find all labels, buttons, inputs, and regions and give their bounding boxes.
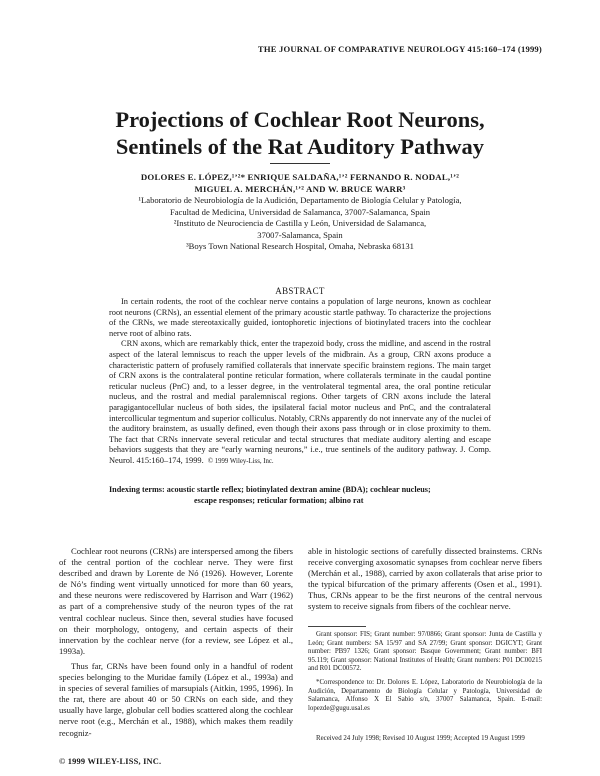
affiliation-line: ²Instituto de Neurociencia de Castilla y León, Universidad de Salamanca, bbox=[173, 218, 427, 228]
affiliation-line: Facultad de Medicina, Universidad de Salamanca, 37007-Salamanca, Spain bbox=[169, 206, 431, 217]
correspondence-footnote: *Correspondence to: Dr. Dolores E. López, Laboratorio de Neurobiología de la Audición, Departamento de Biología Celular y Patología, Universidad de Salamanca, Alfonso X El Sabio s/n, 37007 Salamanca, Spain. E-mail: lopezde@gugu.usal.es bbox=[308, 678, 542, 712]
abstract-paragraph-2-text: CRN axons, which are remarkably thick, enter the trapezoid body, cross the midline, and ascend in the rostral aspect of the lateral lemniscus to reach the upper levels of the midbrain. As a group, CRN axons produce a characteristic pattern of profusely ramified collaterals that innervate specific brainstem regions. The main target of CRN axons is the contralateral pontine reticular formation, where collaterals terminate in the caudal pontine reticular nucleus (PnC) and, to a lesser degree, in the ventrolateral tegmental area, the oral pontine reticular nucleus, and the rostral and medial paralemniscal regions. Other targets of CRN axons include the lateral paragigantocellular nucleus of both sides, the ipsilateral facial motor nucleus and PnC, and the contralateral intercollicular tegmentum and superior colliculus. Notably, CRNs apparently do not innervate any of the nuclei of the auditory brainstem, as usually defined, even though their axons pass through or in close proximity to them. The fact that CRNs innervate several reticular and tectal structures that mediate auditory alerting and escape behaviors suggests that they are “early warning neurons,” i.e., true sentinels of the auditory pathway. J. Comp. Neurol. 415:160–174, 1999. bbox=[109, 339, 491, 465]
body-paragraph: able in histologic sections of carefully dissected brainstems. CRNs receive converging axosomatic synapses from cochlear nerve fibers (Merchán et al., 1988), carried by axon collaterals that arise prior to the typical bifurcation of the primary afferents (Osen et al., 1991). Thus, CRNs appear to be the first neurons of the central nervous system to receive signals from fibers of the cochlear nerve. bbox=[308, 546, 542, 612]
abstract-paragraph-2 bbox=[109, 339, 491, 467]
journal-header: THE JOURNAL OF COMPARATIVE NEUROLOGY 415:160–174 (1999) bbox=[257, 44, 542, 54]
abstract-body bbox=[109, 297, 491, 468]
body-paragraph: Thus far, CRNs have been found only in a handful of rodent species belonging to the Muridae family (López et al., 1993a) and in species of several families of marsupials (Aitkin, 1995, 1996). In the rat, there are about 40 or 50 CRNs on each side, and they usually have large, globular cell bodies scattered along the cochlear nerve root (e.g., Merchán et al., 1988), which makes them readily recogniz- bbox=[59, 660, 293, 738]
footnote-divider bbox=[308, 626, 366, 627]
abstract-copyright: © 1999 Wiley-Liss, Inc. bbox=[207, 457, 274, 465]
affiliation-line: 37007-Salamanca, Spain bbox=[257, 229, 343, 240]
title-line-1: Projections of Cochlear Root Neurons, bbox=[115, 107, 485, 132]
body-column-left bbox=[59, 546, 293, 743]
grant-footnote: Grant sponsor: FIS; Grant number: 97/0866; Grant sponsor: Junta de Castilla y León; Grant numbers: SA 15/97 and SA 27/99; Grant sponsor: DGICYT; Grant number: PB97 1326; Grant sponsor: Basque Government; Grant number: BFI 95.119; Grant sponsor: National Institutes of Health; Grant numbers: P01 DC00215 and R01 DC00572. bbox=[308, 631, 542, 673]
body-paragraph: Cochlear root neurons (CRNs) are interspersed among the fibers of the central portion of the cochlear nerve. They were first described and drawn by Lorente de Nó (1926). However, Lorente de Nó’s finding went virtually unnoticed for more than 60 years, and these neurons were rediscovered by Harrison and Warr (1962) as part of a comprehensive study of the neuron types of the rat ventral cochlear nucleus. Since then, several studies have focused on their morphology, ontogeny, and certain aspects of their innervation by the cochlear nerve (for a review, see López et al., 1993a). bbox=[59, 546, 293, 656]
body-column-right bbox=[308, 546, 542, 617]
authors-line-1: DOLORES E. LÓPEZ,¹’²* ENRIQUE SALDAÑA,¹’² FERNANDO R. NODAL,¹’² bbox=[140, 172, 460, 182]
received-dates: Received 24 July 1998; Revised 10 August 1999; Accepted 19 August 1999 bbox=[316, 735, 525, 742]
indexing-line-1: Indexing terms: acoustic startle reflex; biotinylated dextran amine (BDA); cochlear nucleus; bbox=[109, 485, 431, 494]
affiliation-line: ¹Laboratorio de Neurobiología de la Audición, Departamento de Biología Celular y Patología, bbox=[138, 195, 462, 205]
abstract-heading: ABSTRACT bbox=[275, 286, 325, 296]
title-divider bbox=[270, 163, 330, 164]
article-title bbox=[0, 106, 600, 160]
affiliations bbox=[0, 195, 600, 253]
abstract-paragraph-1: In certain rodents, the root of the cochlear nerve contains a population of large neurons, known as cochlear root neurons (CRNs), an essential element of the primary acoustic startle pathway. To characterize the projections of the CRNs, we made stereotaxically guided, iontophoretic injections of biotinylated tracers into the cochlear nerve root of albino rats. bbox=[109, 297, 491, 338]
indexing-terms bbox=[109, 485, 491, 506]
publisher-copyright: © 1999 WILEY-LISS, INC. bbox=[59, 757, 162, 766]
authors-line-2: MIGUEL A. MERCHÁN,¹’² AND W. BRUCE WARR³ bbox=[194, 184, 406, 194]
affiliation-line: ³Boys Town National Research Hospital, Omaha, Nebraska 68131 bbox=[186, 241, 414, 251]
author-list bbox=[0, 171, 600, 195]
footnotes bbox=[308, 631, 542, 718]
title-line-2: Sentinels of the Rat Auditory Pathway bbox=[115, 134, 485, 159]
indexing-line-2: escape responses; reticular formation; albino rat bbox=[194, 495, 364, 505]
